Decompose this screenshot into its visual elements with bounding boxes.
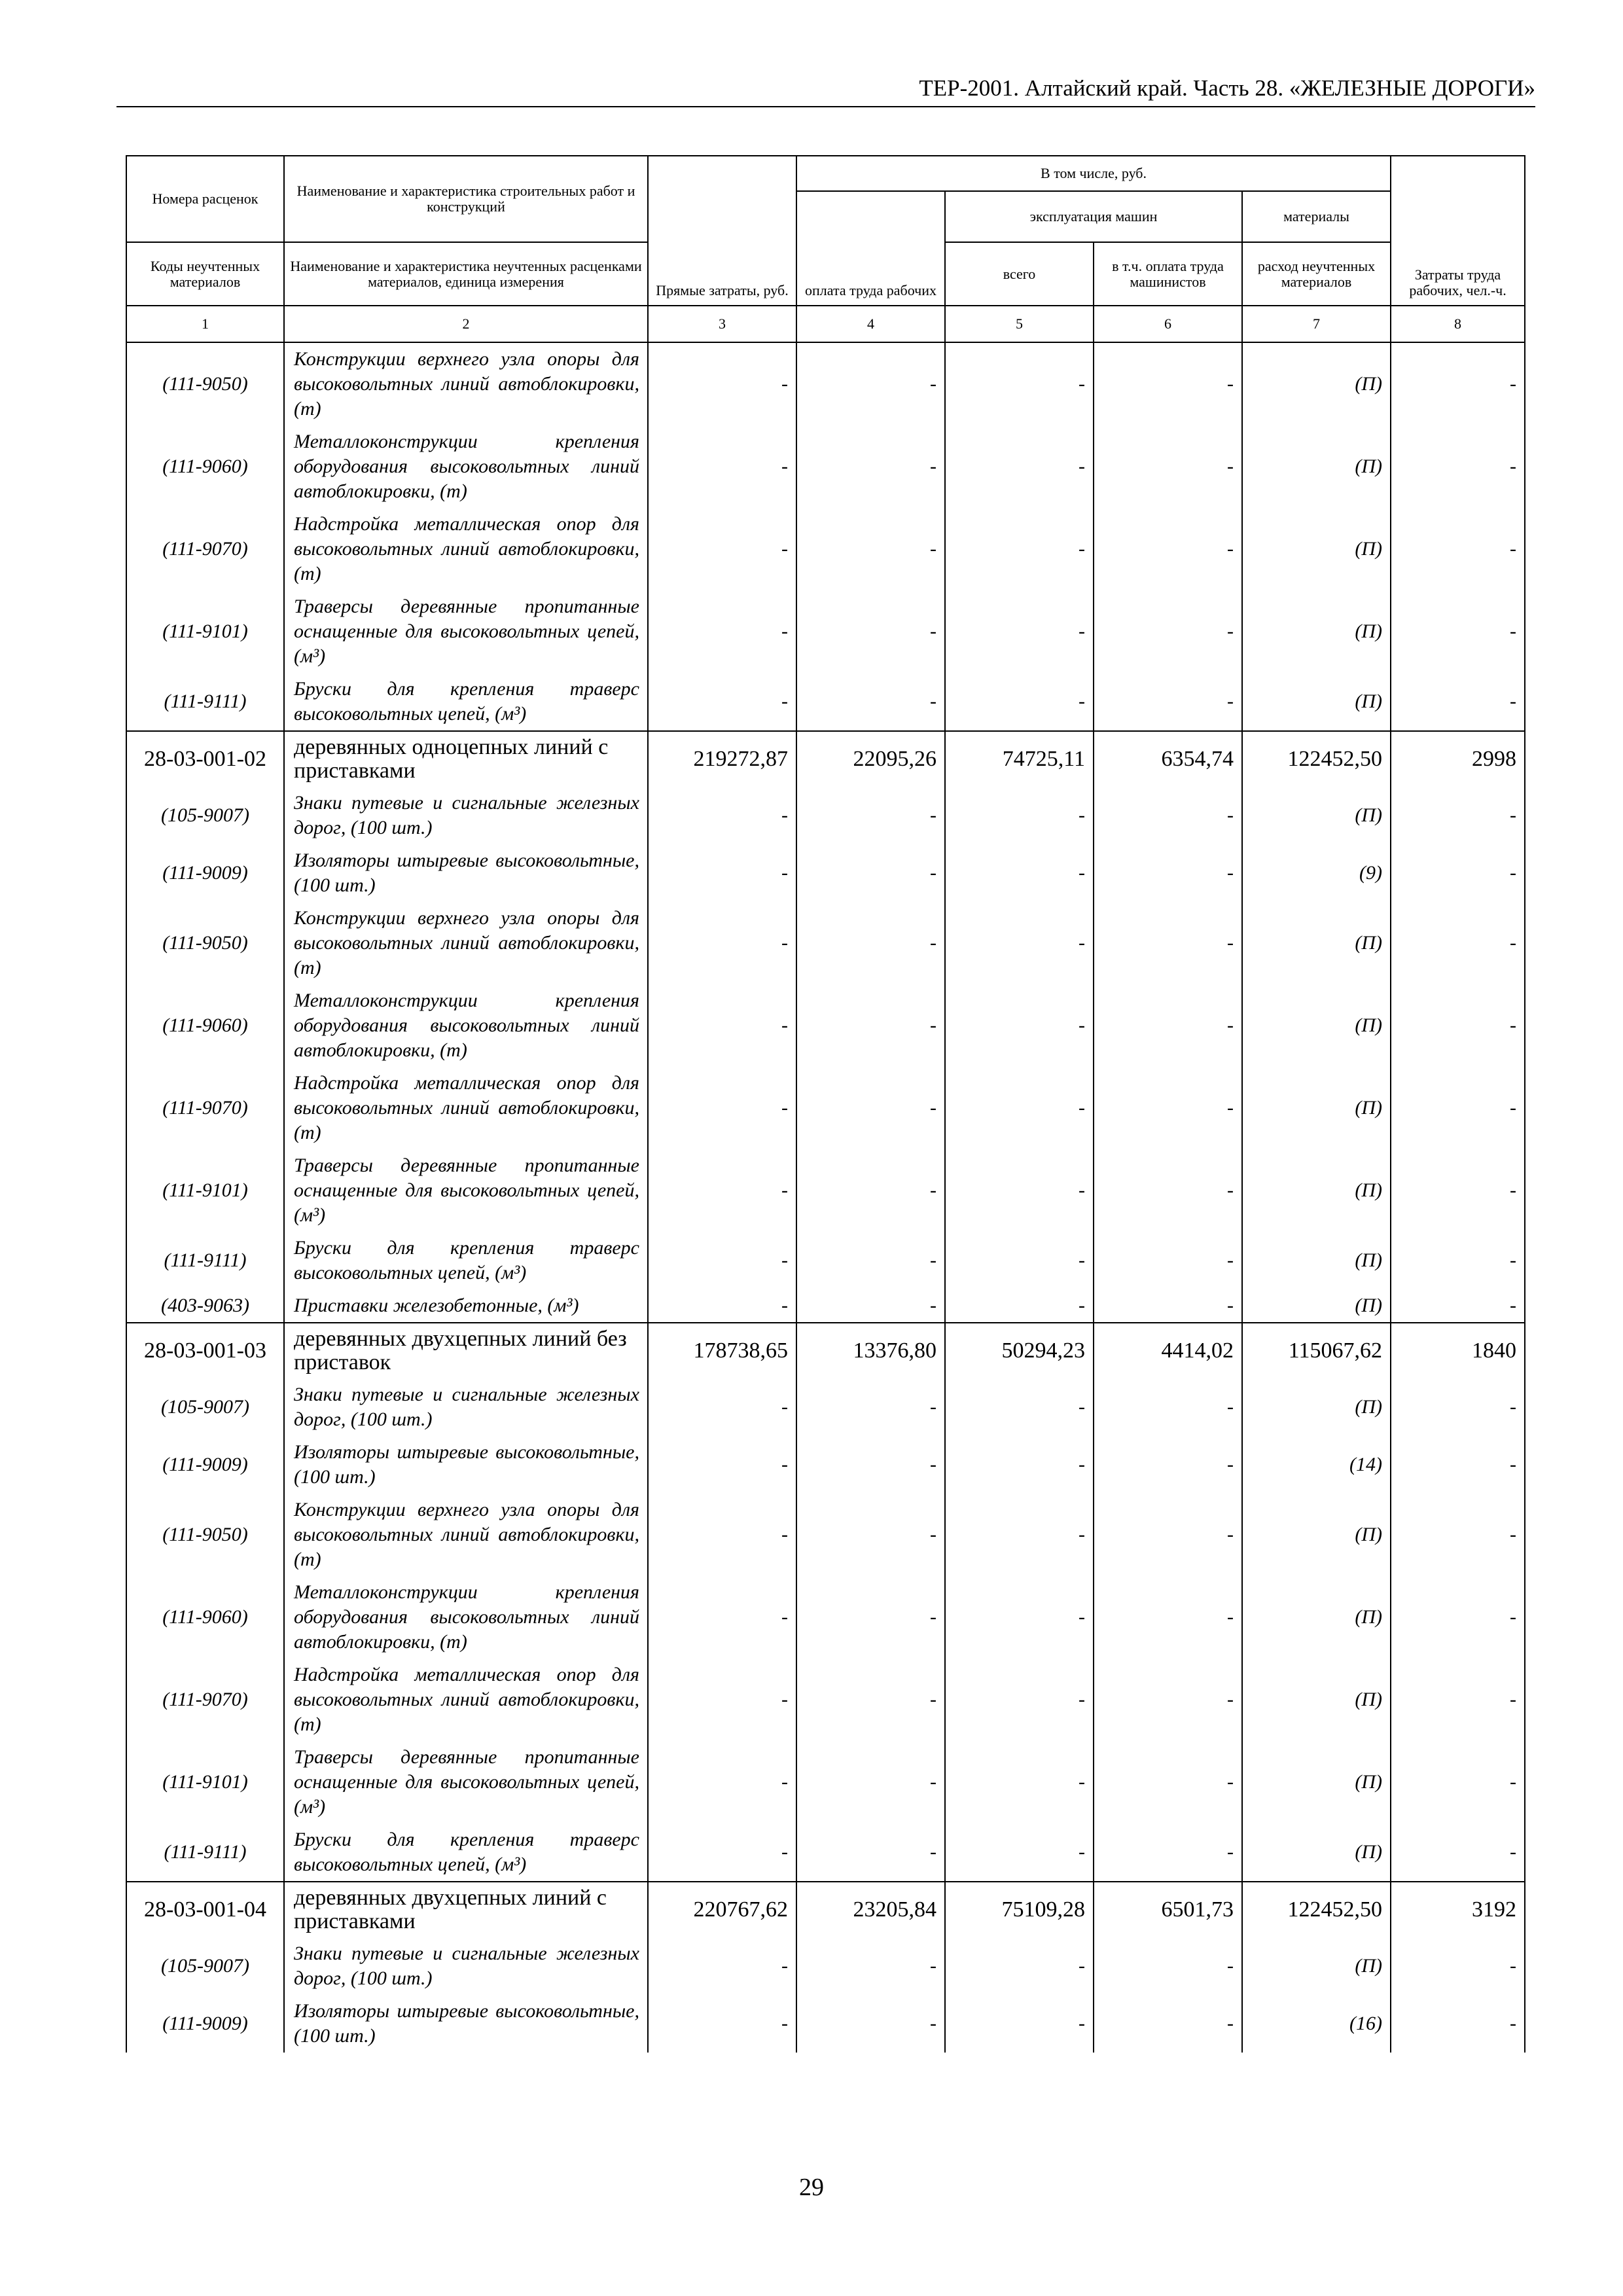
row-code: (111-9101) [126,1149,284,1232]
header-title: ТЕР-2001. Алтайский край. Часть 28. «ЖЕЛЕЗНЫЕ ДОРОГИ» [919,75,1535,101]
materials-cell: (П) [1242,1067,1391,1149]
material-row [126,1494,1525,1576]
labor-hours-cell: - [1391,902,1525,984]
row-name: Конструкции верхнего узла опоры для высоковольтных линий автоблокировки, (т) [284,342,648,425]
material-row [126,902,1525,984]
materials-cell: (П) [1242,1741,1391,1823]
machines-total-cell: - [945,1436,1094,1494]
machinist-pay-cell: - [1094,508,1242,590]
rates-table [126,155,1525,2053]
labor-hours-cell: - [1391,425,1525,508]
row-code: (111-9060) [126,425,284,508]
materials-cell: (П) [1242,1659,1391,1741]
row-name: Изоляторы штыревые высоковольтные, (100 шт.) [284,1995,648,2053]
header-col2-top: Наименование и характеристика строительных работ и конструкций [284,156,648,242]
row-code: (111-9101) [126,590,284,673]
materials-cell: (П) [1242,1149,1391,1232]
labor-hours-cell: - [1391,1937,1525,1995]
materials-cell: (П) [1242,1823,1391,1882]
header-group-including: В том числе, руб. [796,156,1391,191]
row-name: Бруски для крепления траверс высоковольтных цепей, (м³) [284,673,648,731]
rate-position-row [126,1323,1525,1378]
machinist-pay-cell: - [1094,1289,1242,1323]
row-code: (111-9009) [126,844,284,902]
machines-total-cell: - [945,342,1094,425]
row-name: Изоляторы штыревые высоковольтные, (100 шт.) [284,1436,648,1494]
labor-hours-cell: - [1391,844,1525,902]
row-code: (111-9111) [126,1823,284,1882]
machines-total-cell: - [945,984,1094,1067]
machines-total-cell: - [945,1494,1094,1576]
row-code: 28-03-001-03 [126,1323,284,1378]
row-code: (105-9007) [126,1378,284,1436]
machines-total-cell: - [945,1937,1094,1995]
labor-hours-cell: - [1391,590,1525,673]
row-code: (111-9009) [126,1436,284,1494]
worker-pay-cell: - [796,1741,945,1823]
machinist-pay-cell: - [1094,1741,1242,1823]
row-name: деревянных одноцепных линий с приставками [284,731,648,787]
direct-costs-cell: 219272,87 [648,731,796,787]
direct-costs-cell: - [648,902,796,984]
material-row [126,590,1525,673]
labor-hours-cell: - [1391,1494,1525,1576]
direct-costs-cell: - [648,1149,796,1232]
material-row [126,1232,1525,1289]
material-row [126,342,1525,425]
direct-costs-cell: 178738,65 [648,1323,796,1378]
row-code: 28-03-001-04 [126,1882,284,1937]
page-header [116,72,1535,107]
direct-costs-cell: - [648,673,796,731]
machinist-pay-cell: - [1094,1494,1242,1576]
header-col2-bottom: Наименование и характеристика неучтенных расценками материалов, единица измерения [284,242,648,306]
header-col6: в т.ч. оплата труда машинистов [1094,242,1242,306]
materials-cell: (П) [1242,1289,1391,1323]
worker-pay-cell: - [796,902,945,984]
material-row [126,787,1525,844]
labor-hours-cell: - [1391,787,1525,844]
direct-costs-cell: - [648,508,796,590]
row-code: (111-9101) [126,1741,284,1823]
header-col8: Затраты труда рабочих, чел.-ч. [1391,156,1525,306]
row-name: Бруски для крепления траверс высоковольтных цепей, (м³) [284,1823,648,1882]
labor-hours-cell: - [1391,673,1525,731]
labor-hours-cell: - [1391,1378,1525,1436]
material-row [126,508,1525,590]
material-row [126,1741,1525,1823]
header-group-materials: материалы [1242,191,1391,242]
worker-pay-cell: - [796,1067,945,1149]
worker-pay-cell: 13376,80 [796,1323,945,1378]
machines-total-cell: - [945,508,1094,590]
row-name: Надстройка металлическая опор для высоковольтных линий автоблокировки, (т) [284,508,648,590]
row-name: Металлоконструкции крепления оборудования высоковольтных линий автоблокировки, (т) [284,425,648,508]
machinist-pay-cell: - [1094,1659,1242,1741]
machinist-pay-cell: - [1094,342,1242,425]
direct-costs-cell: - [648,1067,796,1149]
row-name: Знаки путевые и сигнальные железных дорог, (100 шт.) [284,1378,648,1436]
direct-costs-cell: - [648,984,796,1067]
labor-hours-cell: - [1391,1995,1525,2053]
worker-pay-cell: 23205,84 [796,1882,945,1937]
machinist-pay-cell: - [1094,1995,1242,2053]
worker-pay-cell: - [796,508,945,590]
page-number: 29 [799,2174,824,2201]
materials-cell: (9) [1242,844,1391,902]
rate-position-row [126,1882,1525,1937]
row-name: Изоляторы штыревые высоковольтные, (100 шт.) [284,844,648,902]
rate-position-row [126,731,1525,787]
row-name: Траверсы деревянные пропитанные оснащенные для высоковольтных цепей, (м³) [284,590,648,673]
worker-pay-cell: - [796,1576,945,1659]
materials-cell: (П) [1242,787,1391,844]
materials-cell: (П) [1242,590,1391,673]
labor-hours-cell: - [1391,1232,1525,1289]
worker-pay-cell: - [796,787,945,844]
machines-total-cell: - [945,1995,1094,2053]
row-name: Траверсы деревянные пропитанные оснащенные для высоковольтных цепей, (м³) [284,1741,648,1823]
column-number: 2 [284,306,648,342]
table-body [126,342,1525,2053]
direct-costs-cell: - [648,1494,796,1576]
worker-pay-cell: - [796,1378,945,1436]
machinist-pay-cell: - [1094,844,1242,902]
labor-hours-cell: - [1391,1436,1525,1494]
machinist-pay-cell: 6501,73 [1094,1882,1242,1937]
labor-hours-cell: - [1391,984,1525,1067]
machines-total-cell: 75109,28 [945,1882,1094,1937]
machines-total-cell: - [945,673,1094,731]
labor-hours-cell: 2998 [1391,731,1525,787]
materials-cell: 115067,62 [1242,1323,1391,1378]
row-code: (111-9111) [126,673,284,731]
row-code: (111-9009) [126,1995,284,2053]
materials-cell: 122452,50 [1242,1882,1391,1937]
row-code: (111-9070) [126,508,284,590]
worker-pay-cell: - [796,1232,945,1289]
machines-total-cell: - [945,1232,1094,1289]
direct-costs-cell: - [648,1823,796,1882]
machinist-pay-cell: - [1094,1232,1242,1289]
direct-costs-cell: - [648,1232,796,1289]
machines-total-cell: - [945,1149,1094,1232]
material-row [126,1289,1525,1323]
worker-pay-cell: - [796,590,945,673]
materials-cell: (П) [1242,1937,1391,1995]
direct-costs-cell: - [648,342,796,425]
material-row [126,1378,1525,1436]
labor-hours-cell: - [1391,1823,1525,1882]
row-name: Знаки путевые и сигнальные железных дорог, (100 шт.) [284,787,648,844]
material-row [126,984,1525,1067]
direct-costs-cell: - [648,425,796,508]
worker-pay-cell: - [796,425,945,508]
machines-total-cell: - [945,590,1094,673]
row-code: (403-9063) [126,1289,284,1323]
worker-pay-cell: - [796,342,945,425]
header-col1-bottom: Коды неучтенных материалов [126,242,284,306]
materials-cell: (П) [1242,1378,1391,1436]
direct-costs-cell: - [648,1937,796,1995]
row-code: (111-9060) [126,1576,284,1659]
materials-cell: (П) [1242,673,1391,731]
labor-hours-cell: 3192 [1391,1882,1525,1937]
material-row [126,425,1525,508]
row-code: (111-9050) [126,342,284,425]
worker-pay-cell: - [796,844,945,902]
worker-pay-cell: 22095,26 [796,731,945,787]
materials-cell: (П) [1242,1232,1391,1289]
material-row [126,1823,1525,1882]
direct-costs-cell: - [648,590,796,673]
machines-total-cell: - [945,1823,1094,1882]
row-code: (111-9070) [126,1067,284,1149]
material-row [126,1149,1525,1232]
machines-total-cell: - [945,787,1094,844]
column-number: 3 [648,306,796,342]
machines-total-cell: - [945,1289,1094,1323]
machinist-pay-cell: - [1094,1823,1242,1882]
worker-pay-cell: - [796,1436,945,1494]
direct-costs-cell: - [648,1436,796,1494]
machines-total-cell: - [945,844,1094,902]
machinist-pay-cell: - [1094,590,1242,673]
worker-pay-cell: - [796,1823,945,1882]
worker-pay-cell: - [796,1149,945,1232]
materials-cell: (П) [1242,1494,1391,1576]
row-name: Надстройка металлическая опор для высоковольтных линий автоблокировки, (т) [284,1659,648,1741]
column-number: 8 [1391,306,1525,342]
header-col3: Прямые затраты, руб. [648,156,796,306]
row-name: деревянных двухцепных линий с приставками [284,1882,648,1937]
machinist-pay-cell: - [1094,787,1242,844]
worker-pay-cell: - [796,673,945,731]
row-name: Приставки железобетонные, (м³) [284,1289,648,1323]
labor-hours-cell: - [1391,1576,1525,1659]
row-name: деревянных двухцепных линий без приставок [284,1323,648,1378]
direct-costs-cell: - [648,1659,796,1741]
materials-cell: (П) [1242,508,1391,590]
row-name: Знаки путевые и сигнальные железных дорог, (100 шт.) [284,1937,648,1995]
row-name: Бруски для крепления траверс высоковольтных цепей, (м³) [284,1232,648,1289]
worker-pay-cell: - [796,984,945,1067]
materials-cell: (14) [1242,1436,1391,1494]
labor-hours-cell: - [1391,1289,1525,1323]
row-code: (111-9111) [126,1232,284,1289]
row-code: 28-03-001-02 [126,731,284,787]
column-number: 7 [1242,306,1391,342]
machines-total-cell: - [945,1576,1094,1659]
machinist-pay-cell: - [1094,673,1242,731]
materials-cell: (П) [1242,1576,1391,1659]
column-number: 1 [126,306,284,342]
materials-cell: (П) [1242,425,1391,508]
machinist-pay-cell: 4414,02 [1094,1323,1242,1378]
materials-cell: (П) [1242,902,1391,984]
material-row [126,1937,1525,1995]
materials-cell: (П) [1242,342,1391,425]
row-code: (105-9007) [126,787,284,844]
direct-costs-cell: 220767,62 [648,1882,796,1937]
header-group-machines: эксплуатация машин [945,191,1242,242]
labor-hours-cell: - [1391,1149,1525,1232]
worker-pay-cell: - [796,1289,945,1323]
machines-total-cell: - [945,425,1094,508]
table-header [126,156,1525,342]
material-row [126,1067,1525,1149]
material-row [126,1576,1525,1659]
direct-costs-cell: - [648,1576,796,1659]
machines-total-cell: - [945,902,1094,984]
direct-costs-cell: - [648,1741,796,1823]
worker-pay-cell: - [796,1937,945,1995]
machines-total-cell: 50294,23 [945,1323,1094,1378]
direct-costs-cell: - [648,1289,796,1323]
material-row [126,844,1525,902]
material-row [126,673,1525,731]
machinist-pay-cell: - [1094,1436,1242,1494]
machinist-pay-cell: - [1094,1937,1242,1995]
row-name: Траверсы деревянные пропитанные оснащенные для высоковольтных цепей, (м³) [284,1149,648,1232]
worker-pay-cell: - [796,1995,945,2053]
column-number: 4 [796,306,945,342]
direct-costs-cell: - [648,1378,796,1436]
row-code: (111-9050) [126,1494,284,1576]
material-row [126,1995,1525,2053]
labor-hours-cell: - [1391,1659,1525,1741]
labor-hours-cell: 1840 [1391,1323,1525,1378]
machinist-pay-cell: - [1094,1149,1242,1232]
materials-cell: (П) [1242,984,1391,1067]
direct-costs-cell: - [648,787,796,844]
material-row [126,1659,1525,1741]
row-name: Металлоконструкции крепления оборудования высоковольтных линий автоблокировки, (т) [284,984,648,1067]
column-numbers-row [126,306,1525,342]
machinist-pay-cell: - [1094,1067,1242,1149]
machinist-pay-cell: - [1094,984,1242,1067]
header-col5: всего [945,242,1094,306]
machinist-pay-cell: 6354,74 [1094,731,1242,787]
row-code: (111-9060) [126,984,284,1067]
row-code: (111-9070) [126,1659,284,1741]
machines-total-cell: - [945,1741,1094,1823]
machinist-pay-cell: - [1094,1378,1242,1436]
labor-hours-cell: - [1391,342,1525,425]
machinist-pay-cell: - [1094,425,1242,508]
materials-cell: 122452,50 [1242,731,1391,787]
labor-hours-cell: - [1391,1067,1525,1149]
worker-pay-cell: - [796,1494,945,1576]
row-code: (105-9007) [126,1937,284,1995]
labor-hours-cell: - [1391,508,1525,590]
header-col1-top: Номера расценок [126,156,284,242]
column-number: 5 [945,306,1094,342]
worker-pay-cell: - [796,1659,945,1741]
column-number: 6 [1094,306,1242,342]
machines-total-cell: - [945,1378,1094,1436]
header-col7: расход неучтенных материалов [1242,242,1391,306]
row-name: Надстройка металлическая опор для высоковольтных линий автоблокировки, (т) [284,1067,648,1149]
direct-costs-cell: - [648,1995,796,2053]
row-name: Конструкции верхнего узла опоры для высоковольтных линий автоблокировки, (т) [284,902,648,984]
row-code: (111-9050) [126,902,284,984]
machines-total-cell: - [945,1659,1094,1741]
materials-cell: (16) [1242,1995,1391,2053]
direct-costs-cell: - [648,844,796,902]
machines-total-cell: - [945,1067,1094,1149]
material-row [126,1436,1525,1494]
machines-total-cell: 74725,11 [945,731,1094,787]
machinist-pay-cell: - [1094,1576,1242,1659]
machinist-pay-cell: - [1094,902,1242,984]
labor-hours-cell: - [1391,1741,1525,1823]
row-name: Конструкции верхнего узла опоры для высоковольтных линий автоблокировки, (т) [284,1494,648,1576]
row-name: Металлоконструкции крепления оборудования высоковольтных линий автоблокировки, (т) [284,1576,648,1659]
header-col4: оплата труда рабочих [796,191,945,306]
